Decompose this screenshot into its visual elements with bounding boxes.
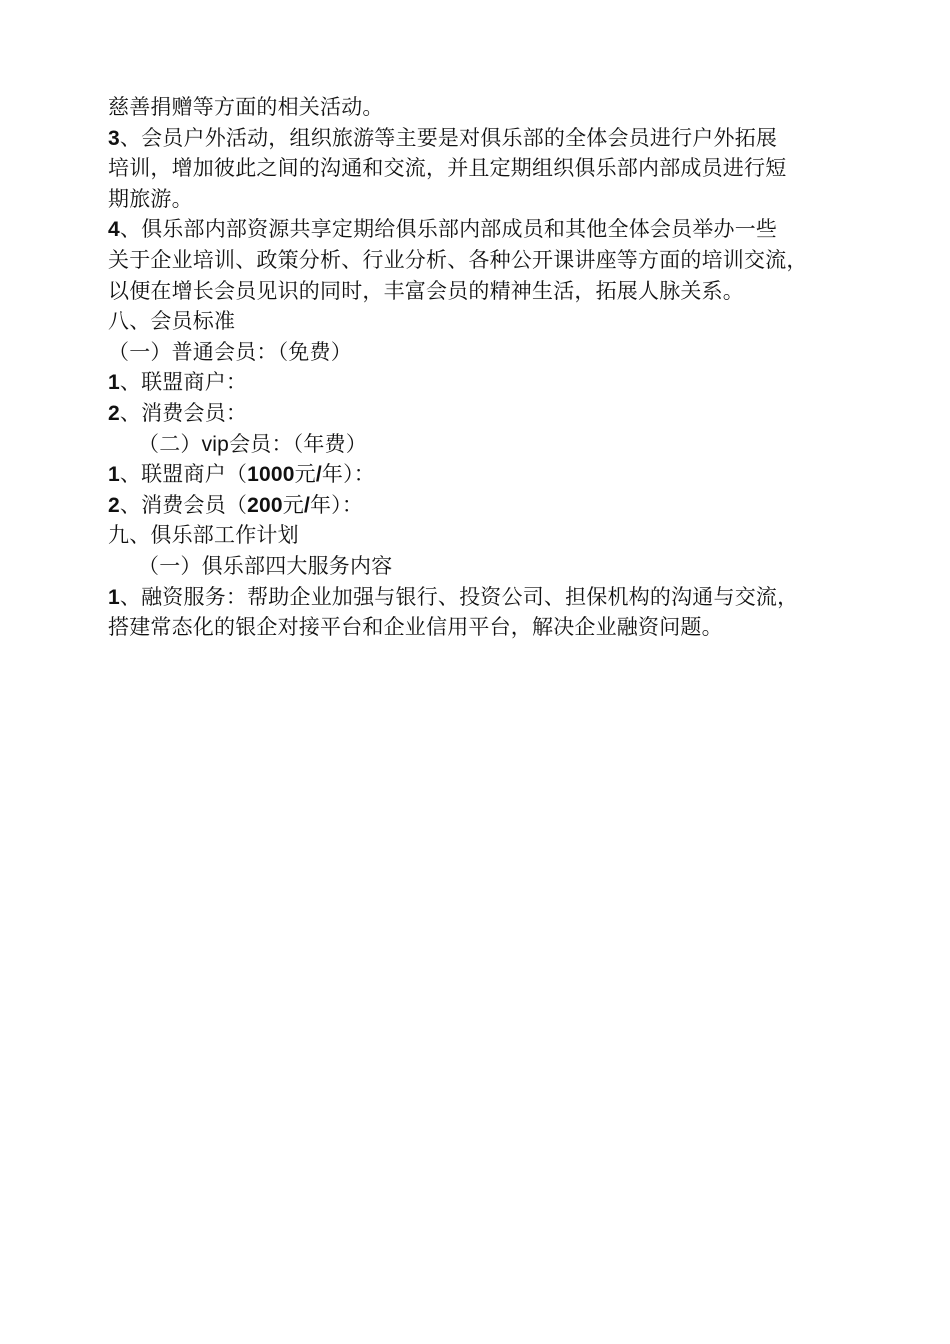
list-number: 4 (108, 218, 120, 242)
paragraph-line (108, 612, 868, 643)
line-text: 、会员户外活动，组织旅游等主要是对俱乐部的全体会员进行户外拓展 (119, 125, 778, 150)
line-text: 培训，增加彼此之间的沟通和交流，并且定期组织俱乐部内部成员进行短 (108, 156, 787, 181)
line-text: 、俱乐部内部资源共享定期给俱乐部内部成员和其他全体会员举办一些 (119, 217, 778, 242)
paragraph-line (108, 245, 868, 276)
fee-unit: 元 (294, 462, 316, 487)
subsection-heading (108, 551, 868, 582)
list-item-2 (108, 490, 868, 521)
heading-text: 八、会员标准 (108, 309, 236, 334)
heading-text: 会员：（年费） (229, 431, 367, 456)
fee-slash: / (303, 493, 310, 517)
line-text: 、联盟商户（ (119, 462, 248, 487)
subsection-heading (108, 337, 868, 368)
line-text: 、消费会员： (119, 400, 248, 425)
fee-amount: 200 (247, 493, 283, 517)
list-item-2 (108, 398, 868, 429)
section-heading (108, 520, 868, 551)
list-number: 2 (108, 401, 120, 425)
paragraph-line (108, 184, 868, 215)
fee-slash: / (315, 463, 322, 487)
line-text: 、融资服务：帮助企业加强与银行、投资公司、担保机构的沟通与交流， (119, 584, 799, 609)
section-heading (108, 306, 868, 337)
vip-label: vip (201, 432, 230, 456)
line-text: 年）： (321, 462, 375, 487)
heading-prefix: （二） (138, 431, 202, 456)
paragraph-line (108, 92, 868, 123)
list-item-3 (108, 123, 868, 154)
fee-unit: 元 (282, 492, 304, 517)
line-text: 期旅游。 (108, 186, 193, 211)
line-text: 、消费会员（ (119, 492, 248, 517)
document-body (108, 92, 868, 643)
paragraph-line (108, 153, 868, 184)
heading-text: （一）普通会员：（免费） (108, 339, 352, 364)
list-number: 1 (108, 585, 120, 609)
fee-amount: 1000 (247, 463, 295, 487)
subsection-heading (108, 429, 868, 460)
list-number: 2 (108, 493, 120, 517)
line-text: 、联盟商户： (119, 370, 248, 395)
line-text: 搭建常态化的银企对接平台和企业信用平台，解决企业融资问题。 (108, 615, 723, 640)
line-text: 关于企业培训、政策分析、行业分析、各种公开课讲座等方面的培训交流， (108, 247, 808, 272)
heading-text: （一）俱乐部四大服务内容 (138, 553, 393, 578)
list-item-4 (108, 214, 868, 245)
line-text: 慈善捐赠等方面的相关活动。 (108, 95, 384, 119)
line-text: 以便在增长会员见识的同时，丰富会员的精神生活，拓展人脉关系。 (108, 278, 744, 303)
list-item-1 (108, 367, 868, 398)
line-text: 年）： (309, 492, 364, 517)
paragraph-line (108, 276, 868, 307)
list-item-1 (108, 459, 868, 490)
list-number: 1 (108, 371, 120, 395)
list-number: 3 (108, 126, 120, 150)
list-number: 1 (108, 463, 120, 487)
list-item-1 (108, 582, 868, 613)
heading-text: 九、俱乐部工作计划 (108, 523, 299, 548)
